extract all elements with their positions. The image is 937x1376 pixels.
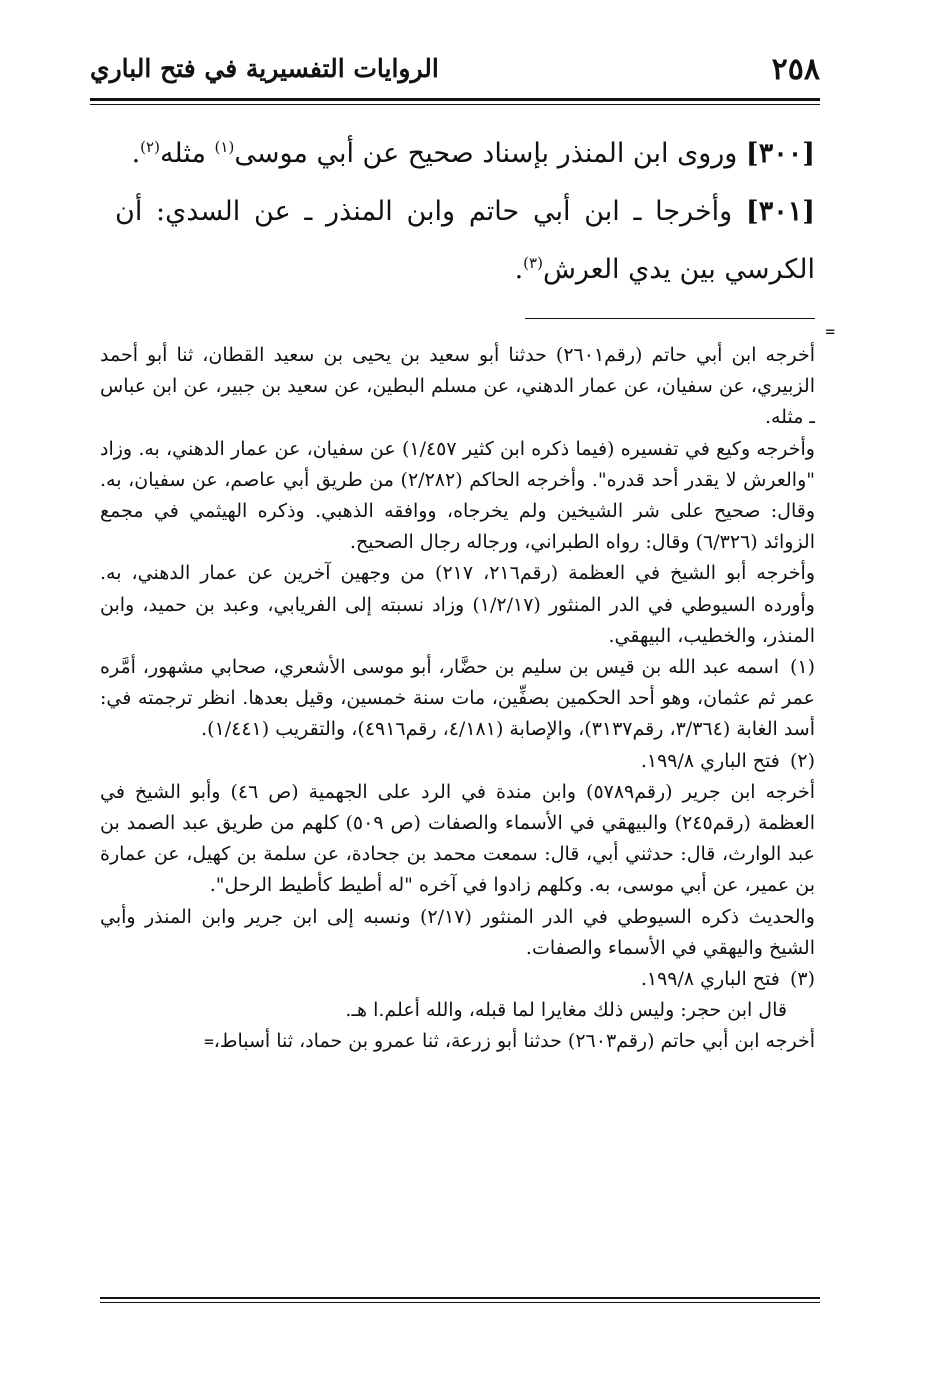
footnote-2 xyxy=(100,746,815,777)
footnote-para: والحديث ذكره السيوطي في الدر المنثور (٢/١٧) ونسبه إلى ابن جرير وابن المنذر وأبي الشيخ واليهقي في الأسماء والصفات. xyxy=(100,905,815,959)
footnote-marker: (٢) xyxy=(789,749,815,772)
entry-text: وروى ابن المنذر بإسناد صحيح عن أبي موسى xyxy=(234,138,746,169)
entry-301 xyxy=(115,183,815,299)
footnote-continued-para: وأخرجه أبو الشيخ في العظمة (رقم٢١٦، ٢١٧) من وجهين آخرين عن عمار الدهني، به. وأورده السيوطي في الدر المنثور (١/٢/١٧) وزاد نسبته إلى الفريابي، وعبد بن حميد، وابن المنذر، والخطيب، البيهقي. xyxy=(100,562,816,647)
footnote-para: قال ابن حجر: وليس ذلك مغايرا لما قبله، والله أعلم.ا هـ. xyxy=(345,999,787,1022)
entry-text: . xyxy=(131,138,141,169)
footnote-para xyxy=(100,1026,815,1057)
footnote-1 xyxy=(100,652,815,746)
footnote-separator xyxy=(525,318,815,319)
footnote-continued-para: وأخرجه وكيع في تفسيره (فيما ذكره ابن كثير ١/٤٥٧) عن سفيان، عن عمار الدهني، به. وزاد "والعرش لا يقدر أحد قدره". وأخرجه الحاكم (٢/٢٨٢) من طريق أبي عاصم، عن سفيان، به. وقال: صحيح على شر الشيخين ولم يخرجاه، ووافقه الذهبي. وذكره الهيثمي في مجمع الزوائد (٦/٣٢٦) وقال: رواه الطبراني، ورجاله رجال الصحيح. xyxy=(100,437,815,554)
continuation-mark: = xyxy=(825,322,835,341)
footnote-para: أخرجه ابن جرير (رقم٥٧٨٩) وابن مندة في الرد على الجهمية (ص ٤٦) وأبو الشيخ في العظمة (رقم٢٤٥) والبيهقي في الأسماء والصفات (ص ٥٠٩) كلهم من طريق عبد الصمد بن عبد الوارث، قال: حدثني أبي، قال: سمعت محمد بن جحادة، عن سلمة بن كهيل، عن عمارة بن عمير، عن أبي موسى، به. وكلهم زادوا في آخره "له أطيط كأطيط الرحل". xyxy=(100,780,816,897)
entry-text: مثله xyxy=(159,138,215,169)
header-rule-thin xyxy=(90,104,820,105)
entry-300 xyxy=(115,125,815,183)
header-rule xyxy=(90,98,820,101)
footnote-3 xyxy=(100,964,815,995)
page-number: ٢٥٨ xyxy=(771,52,820,87)
footnote-ref: (١) xyxy=(214,138,235,156)
running-title: الروايات التفسيرية في فتح الباري xyxy=(90,54,439,83)
footnotes xyxy=(100,340,815,1058)
entry-number: [٣٠١] xyxy=(745,196,815,227)
entry-text: . xyxy=(514,254,524,285)
bottom-rule xyxy=(100,1297,820,1299)
page-header xyxy=(90,52,820,92)
footnote-marker: (١) xyxy=(789,656,815,679)
footnote-ref: (٣) xyxy=(523,254,543,272)
main-text xyxy=(115,125,815,299)
continuation-mark: = xyxy=(204,1032,214,1052)
footnote-text: فتح الباري ١٩٩/٨. xyxy=(640,968,780,991)
footnote-para-text: أخرجه ابن أبي حاتم (رقم٢٦٠٣) حدثنا أبو زرعة، ثنا عمرو بن حماد، ثنا أسباط، xyxy=(213,1030,815,1053)
entry-text: وأخرجا ـ ابن أبي حاتم وابن المنذر ـ عن السدي: أن الكرسي بين يدي العرش xyxy=(115,196,815,285)
footnote-text: فتح الباري ١٩٩/٨. xyxy=(640,749,780,772)
footnote-marker: (٣) xyxy=(789,968,815,991)
entry-number: [٣٠٠] xyxy=(745,138,815,169)
footnote-ref: (٢) xyxy=(140,138,160,156)
bottom-rule-thin xyxy=(100,1302,820,1303)
footnote-text: اسمه عبد الله بن قيس بن سليم بن حضَّار، أبو موسى الأشعري، صحابي مشهور، أمَّره عمر ثم عثمان، وهو أحد الحكمين بصفِّين، مات سنة خمسين، وقيل بعدها. انظر ترجمته في: أسد الغابة (٣/٣٦٤، رقم٣١٣٧)، والإصابة (٤/١٨١، رقم٤٩١٦)، والتقريب (١/٤٤١). xyxy=(100,656,815,741)
footnote-continued-para: أخرجه ابن أبي حاتم (رقم٢٦٠١) حدثنا أبو سعيد بن يحيى بن سعيد القطان، ثنا أبو أحمد الزبيري، عن سفيان، عن عمار الدهني، عن مسلم البطين، عن سعيد بن جبير، عن ابن عباس ـ مثله. xyxy=(100,344,815,429)
